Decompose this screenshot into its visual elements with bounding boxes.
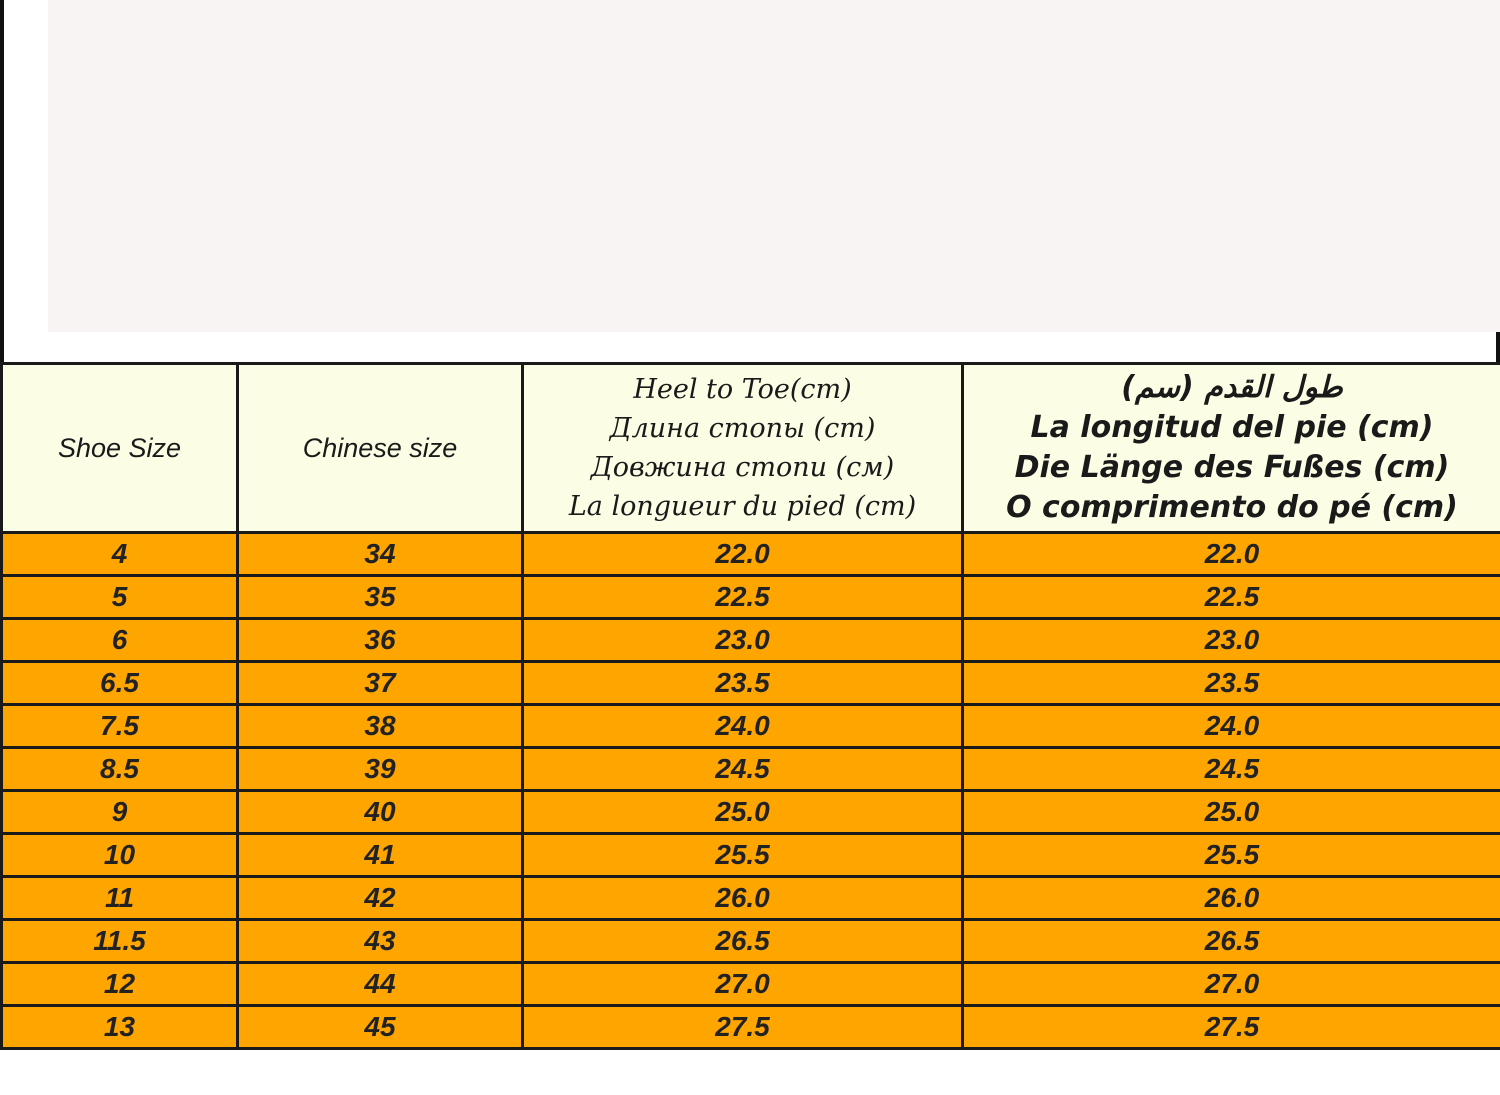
size-table	[0, 362, 1500, 1050]
table-row	[2, 748, 1500, 791]
table-row	[2, 834, 1500, 877]
header-heel-to-toe-uk: Довжина стопи (см)	[590, 452, 895, 483]
table-row	[2, 963, 1500, 1006]
cell-shoe-size: 11	[2, 877, 238, 920]
cell-foot-length: 23.5	[963, 662, 1500, 705]
blank-image-area	[48, 0, 1500, 332]
cell-shoe-size: 7.5	[2, 705, 238, 748]
cell-foot-length: 22.5	[963, 576, 1500, 619]
table-row	[2, 1006, 1500, 1049]
header-heel-to-toe-en: Heel to Toe(cm)	[633, 374, 852, 405]
cell-foot-length: 24.5	[963, 748, 1500, 791]
cell-chinese-size: 40	[238, 791, 523, 834]
cell-heel-to-toe: 27.5	[523, 1006, 963, 1049]
cell-foot-length: 23.0	[963, 619, 1500, 662]
cell-heel-to-toe: 24.0	[523, 705, 963, 748]
cell-shoe-size: 4	[2, 533, 238, 576]
cell-heel-to-toe: 24.5	[523, 748, 963, 791]
cell-foot-length: 25.5	[963, 834, 1500, 877]
header-chinese-size: Chinese size	[238, 364, 523, 533]
header-heel-to-toe-fr: La longueur du pied (cm)	[568, 491, 917, 522]
header-heel-to-toe-ru: Длина стопы (cm)	[609, 413, 876, 444]
cell-heel-to-toe: 26.5	[523, 920, 963, 963]
header-foot-length	[963, 364, 1500, 533]
table-row	[2, 662, 1500, 705]
cell-shoe-size: 6.5	[2, 662, 238, 705]
header-foot-length-de: Die Länge des Fußes (cm)	[1014, 450, 1450, 485]
header-shoe-size: Shoe Size	[2, 364, 238, 533]
cell-shoe-size: 8.5	[2, 748, 238, 791]
table-row	[2, 619, 1500, 662]
cell-chinese-size: 43	[238, 920, 523, 963]
cell-chinese-size: 36	[238, 619, 523, 662]
cell-shoe-size: 5	[2, 576, 238, 619]
cell-chinese-size: 45	[238, 1006, 523, 1049]
cell-foot-length: 27.0	[963, 963, 1500, 1006]
cell-chinese-size: 37	[238, 662, 523, 705]
cell-heel-to-toe: 22.0	[523, 533, 963, 576]
cell-foot-length: 26.5	[963, 920, 1500, 963]
cell-chinese-size: 39	[238, 748, 523, 791]
cell-heel-to-toe: 23.5	[523, 662, 963, 705]
right-border-line	[1496, 332, 1500, 364]
cell-heel-to-toe: 25.0	[523, 791, 963, 834]
cell-shoe-size: 9	[2, 791, 238, 834]
header-heel-to-toe	[523, 364, 963, 533]
table-row	[2, 791, 1500, 834]
cell-heel-to-toe: 23.0	[523, 619, 963, 662]
header-foot-length-pt: O comprimento do pé (cm)	[1006, 490, 1458, 525]
cell-foot-length: 27.5	[963, 1006, 1500, 1049]
cell-heel-to-toe: 22.5	[523, 576, 963, 619]
table-row	[2, 920, 1500, 963]
header-foot-length-ar: طول القدم (سم)	[1121, 370, 1343, 405]
header-row	[2, 364, 1500, 533]
cell-shoe-size: 12	[2, 963, 238, 1006]
cell-foot-length: 24.0	[963, 705, 1500, 748]
cell-shoe-size: 11.5	[2, 920, 238, 963]
cell-foot-length: 26.0	[963, 877, 1500, 920]
cell-heel-to-toe: 25.5	[523, 834, 963, 877]
table-row	[2, 576, 1500, 619]
table-row	[2, 533, 1500, 576]
cell-foot-length: 22.0	[963, 533, 1500, 576]
table-row	[2, 705, 1500, 748]
left-border-line	[0, 0, 4, 362]
cell-heel-to-toe: 27.0	[523, 963, 963, 1006]
cell-shoe-size: 6	[2, 619, 238, 662]
cell-chinese-size: 42	[238, 877, 523, 920]
cell-chinese-size: 34	[238, 533, 523, 576]
cell-chinese-size: 35	[238, 576, 523, 619]
cell-heel-to-toe: 26.0	[523, 877, 963, 920]
cell-chinese-size: 38	[238, 705, 523, 748]
cell-shoe-size: 10	[2, 834, 238, 877]
table-row	[2, 877, 1500, 920]
cell-chinese-size: 44	[238, 963, 523, 1006]
cell-chinese-size: 41	[238, 834, 523, 877]
header-foot-length-es: La longitud del pie (cm)	[1030, 410, 1434, 445]
cell-foot-length: 25.0	[963, 791, 1500, 834]
cell-shoe-size: 13	[2, 1006, 238, 1049]
